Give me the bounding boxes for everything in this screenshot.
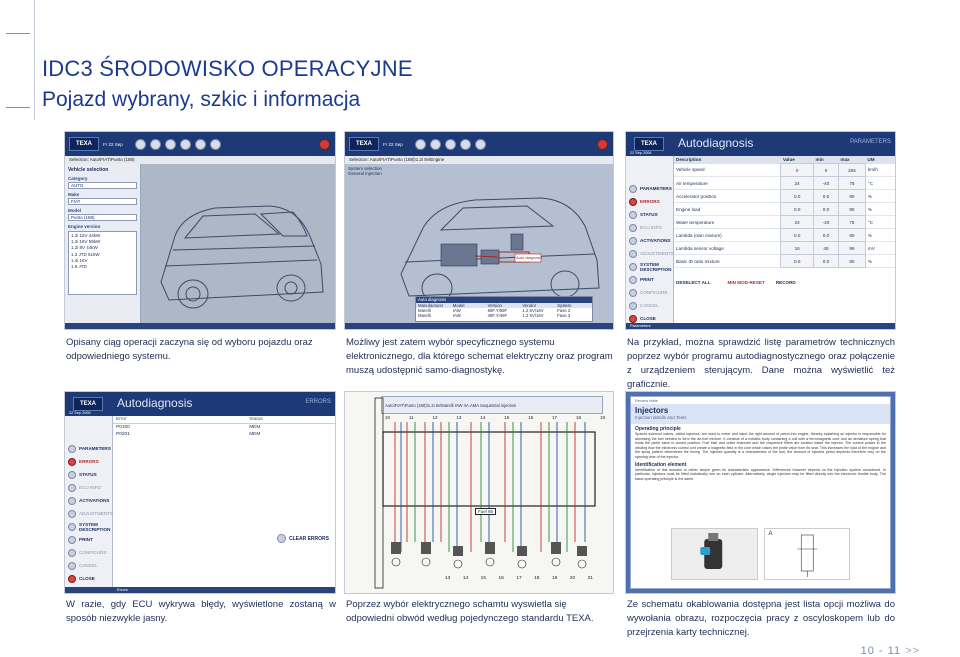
date-label: 22 Sep 2006 xyxy=(69,411,91,415)
nav-label: ERRORS xyxy=(79,459,99,464)
pin-number: 14 xyxy=(462,576,469,581)
errors-table xyxy=(113,416,335,438)
injector-diagram xyxy=(765,529,850,579)
configure-icon xyxy=(629,289,637,297)
status-line xyxy=(345,323,613,329)
cell: 24 xyxy=(781,216,814,229)
parameters-body xyxy=(674,156,895,323)
nav-close[interactable] xyxy=(65,572,112,585)
nav-label: CONFIGURE xyxy=(79,550,107,555)
wiring-schematic xyxy=(345,392,614,594)
pin-number: 16 xyxy=(498,576,504,581)
nav-label: CANCEL xyxy=(640,303,659,308)
connector-numbers-top xyxy=(385,415,605,420)
pin-number: 14 xyxy=(480,415,486,420)
list-label: Engine version xyxy=(68,224,101,229)
cell: 0.0 xyxy=(781,190,814,203)
table-row[interactable] xyxy=(674,255,895,268)
cell: % xyxy=(865,203,895,216)
section-text: Identification of this actuator is rather simple given its characteristic appearance. Differences however depend on the injection system considered. In particular, injectors must be fitted individually one on each cylinder. Alternatively, single injectors may be fitted directly into the electronic throttle body. The basic operating principle is the same. xyxy=(635,467,886,481)
nav-label: ECU INFO xyxy=(640,225,662,230)
cell: Vehicle speed xyxy=(674,164,781,177)
nav-label: PARAMETERS xyxy=(79,446,111,451)
column-header: Vendor xyxy=(522,303,537,308)
help-icon[interactable] xyxy=(195,139,206,150)
pin-number: 13 xyxy=(445,576,451,581)
active-tab-label: ERRORS xyxy=(305,399,331,405)
caption-2: Możliwy jest zatem wybór specyficznego systemu elektronicznego, dla którego schemat elektryczny oraz program muszą udostępnić samo-diagnostykę. xyxy=(346,337,613,376)
parameters-icon xyxy=(68,445,76,453)
nav-label: ECU INFO xyxy=(79,485,101,490)
active-tab-label: PARAMETERS xyxy=(850,139,891,145)
cell: -40 xyxy=(814,177,839,190)
cell: 45 xyxy=(814,242,839,255)
description-icon xyxy=(629,263,637,271)
nav-ecu-info[interactable] xyxy=(65,481,112,494)
caption-4: W razie, gdy ECU wykrywa błędy, wyświetlone zostaną w sposób niezwykle jasny. xyxy=(66,599,336,624)
autodiagnosis-nav xyxy=(65,416,113,587)
clear-errors-button[interactable] xyxy=(277,534,329,543)
cell: 0.0 xyxy=(814,255,839,268)
vehicle-selection-heading: Vehicle selection xyxy=(68,167,109,173)
nav-label: PARAMETERS xyxy=(640,186,672,191)
activations-icon xyxy=(629,237,637,245)
home-icon[interactable] xyxy=(150,139,161,150)
cell: % xyxy=(865,190,895,203)
table-row[interactable] xyxy=(674,229,895,242)
cell: mV xyxy=(865,242,895,255)
pin-number: 15 xyxy=(480,576,486,581)
autodiagnosis-title: Autodiagnosis xyxy=(117,396,193,410)
texa-logo: TEXA xyxy=(349,137,379,151)
column-header: Value xyxy=(781,156,814,164)
cell: 0.0 xyxy=(814,203,839,216)
nav-configure[interactable] xyxy=(65,546,112,559)
table-row[interactable] xyxy=(674,164,895,177)
list-item[interactable]: 1.2i 8V 44kW xyxy=(71,245,98,251)
cell: 1.2 8V/16V xyxy=(522,308,544,313)
nav-activations[interactable] xyxy=(626,234,673,247)
pin-number: 17 xyxy=(552,415,558,420)
nav-system-description[interactable] xyxy=(65,520,112,533)
back-icon[interactable] xyxy=(135,139,146,150)
table-row[interactable] xyxy=(674,190,895,203)
pin-number: 16 xyxy=(528,415,534,420)
ecu-info-icon xyxy=(68,484,76,492)
cell: 16 xyxy=(781,242,814,255)
engine-version-list[interactable] xyxy=(68,231,137,295)
diagram-label: A xyxy=(768,531,773,537)
cell: Basic ID ratio mixture xyxy=(674,255,781,268)
caption-1: Opisany ciąg operacji zaczyna się od wyboru pojazdu oraz odpowiedniego systemu. xyxy=(66,337,313,362)
cell: 0.0 xyxy=(781,255,814,268)
help-icon[interactable] xyxy=(475,139,486,150)
settings-icon[interactable] xyxy=(460,139,471,150)
nav-label: ADJUSTMENTS xyxy=(79,511,113,516)
texa-logo: TEXA xyxy=(73,397,103,411)
list-item[interactable]: 1.9 JTD xyxy=(71,264,87,270)
parameters-icon xyxy=(629,185,637,193)
nav-adjustments[interactable] xyxy=(626,247,673,260)
nav-parameters[interactable] xyxy=(626,182,673,195)
column-header: System xyxy=(557,303,572,308)
cell: Fase 3 xyxy=(557,313,571,318)
nav-label: ADJUSTMENTS xyxy=(640,251,674,256)
table-row[interactable] xyxy=(113,424,335,432)
nav-parameters[interactable] xyxy=(65,442,112,455)
date-label: Fr 22 Sep xyxy=(103,141,123,147)
nav-status[interactable] xyxy=(65,468,112,481)
close-icon xyxy=(629,315,637,323)
section-heading: Operating principle xyxy=(635,426,681,432)
status-line: Errors xyxy=(65,587,335,593)
nav-label: SYSTEM DESCRIPTION xyxy=(640,261,672,272)
table-row[interactable] xyxy=(674,177,895,190)
component-pictures xyxy=(671,528,850,580)
description-icon xyxy=(68,523,76,531)
activations-icon xyxy=(68,497,76,505)
system-selection-label: System selection xyxy=(348,166,383,171)
cell: IAW xyxy=(452,308,461,313)
table-row[interactable] xyxy=(674,242,895,255)
table-row[interactable] xyxy=(674,203,895,216)
nav-print[interactable] xyxy=(65,533,112,546)
connector-numbers-bottom xyxy=(445,576,593,581)
print-icon[interactable] xyxy=(210,139,221,150)
screenshot-errors xyxy=(64,391,336,594)
texa-logo: TEXA xyxy=(69,137,99,151)
column-header: max xyxy=(838,156,865,164)
error-code: P0201 xyxy=(116,432,130,437)
nav-label: PRINT xyxy=(640,277,654,282)
screenshot-system-selection xyxy=(344,131,614,330)
auto-diagnosis-table xyxy=(415,296,593,322)
caption-6: Ze schematu okablowania dostępna jest lista opcji możliwa do wywołania obrazu, rozpoczęcia pracy z oscyloskopem lub do przejrzenia karty technicznej. xyxy=(627,599,895,638)
make-field[interactable]: FIAT xyxy=(68,198,137,205)
selection-path: Selection: Auto\FIAT\Punto (188)\1.2i 8v\Engine xyxy=(345,156,613,164)
column-header: min xyxy=(814,156,839,164)
cell: -40 xyxy=(814,216,839,229)
autodiagnosis-header xyxy=(65,392,335,416)
toolbar xyxy=(65,132,335,156)
field-label: Make xyxy=(68,192,80,197)
nav-label: ERRORS xyxy=(640,199,660,204)
caption-3: Na przykład, można sprawdzić listę parametrów technicznych poprzez wybór programu autodiagnostycznego oraz połączenie z urządzeniem sterującym. Dane można wyświetlić też graficznie. xyxy=(627,337,895,390)
status-icon xyxy=(629,211,637,219)
toolbar xyxy=(345,132,613,156)
cell: 75 xyxy=(838,177,865,190)
injector-image xyxy=(672,529,757,579)
cell: km/h xyxy=(865,164,895,177)
nav-errors[interactable] xyxy=(65,455,112,468)
injector-drawing[interactable] xyxy=(764,528,851,580)
cell: Marelli xyxy=(418,313,431,318)
texa-logo: TEXA xyxy=(634,137,664,151)
column-header: Status xyxy=(246,416,335,424)
table-title: Auto diagnosis xyxy=(416,297,592,303)
pin-number: 11 xyxy=(408,415,414,420)
nav-label: ACTIVATIONS xyxy=(640,238,671,243)
cell: 90 xyxy=(838,203,865,216)
min-mod-reset-button[interactable]: MIN MOD-RESET xyxy=(727,280,765,285)
list-item[interactable]: 1.4i 16V xyxy=(71,257,88,263)
pin-number: 18 xyxy=(576,415,582,420)
error-code: P0100 xyxy=(116,425,130,430)
cell: Fase 2 xyxy=(557,308,571,313)
engine-tag[interactable]: Auto diagnosis xyxy=(516,255,543,260)
cell: IAW xyxy=(452,313,461,318)
cell: 90 xyxy=(838,229,865,242)
section-heading: Identification element xyxy=(635,461,687,468)
back-icon[interactable] xyxy=(415,139,426,150)
next-arrows[interactable]: >> xyxy=(905,645,920,657)
selection-path: Selection: Auto\FIAT\Punto (188) xyxy=(65,156,335,164)
nav-status[interactable] xyxy=(626,208,673,221)
date-label: 22 Sep 2006 xyxy=(630,151,652,155)
nav-cancel[interactable] xyxy=(65,559,112,572)
status-line: Parameters xyxy=(626,323,895,329)
table-row[interactable] xyxy=(113,431,335,438)
autodiagnosis-nav xyxy=(626,156,674,323)
autodiagnosis-header xyxy=(626,132,895,156)
cancel-icon xyxy=(629,302,637,310)
search-icon[interactable] xyxy=(445,139,456,150)
table-row[interactable] xyxy=(674,216,895,229)
cell: 24 xyxy=(781,177,814,190)
pin-number: 18 xyxy=(534,576,540,581)
nav-cancel[interactable] xyxy=(626,299,673,312)
cell: 255 xyxy=(838,164,865,177)
cell: 0.0 xyxy=(814,229,839,242)
nav-activations[interactable] xyxy=(65,494,112,507)
cell: Marelli xyxy=(418,308,431,313)
status-line xyxy=(65,323,335,329)
cell: 0.0 xyxy=(781,203,814,216)
nav-print[interactable] xyxy=(626,273,673,286)
section-text: Spaced solenoid valves, called injectors, are used to meter and inject the right amount of petrol into engine, thereby splashing an injector is responsible for atomising the fuel needed to form the air-fuel mixture. It consists of a metallic body containing a coil with a ferromagnetic core and an armature spring that holds the pintle valve in closed position. Fuel inlet and outlet channels and the respective filters are located inside the injector. The control pulses in the winding flow the electronic control unit create a magnetic field in the core which raises the pintle valve from its seat. This increases the load of the engine and the spray pattern determines the timing. The injected quantity is a characteristic of the fuel, the amount of injected petrol depends therefore only on the opening time of the injector. xyxy=(635,432,886,459)
pin-number: 13 xyxy=(456,415,462,420)
column-header: Manufacturer xyxy=(418,303,444,308)
nav-label: STATUS xyxy=(79,472,97,477)
cell: Accelerator position xyxy=(674,190,781,203)
nav-errors[interactable] xyxy=(626,195,673,208)
print-icon xyxy=(68,536,76,544)
page-number: 10 - 11 xyxy=(860,645,902,657)
cell: Lambda (own mixture) xyxy=(674,229,781,242)
margin-tick xyxy=(6,107,30,108)
side-rule xyxy=(34,0,35,120)
nav-label: SYSTEM DESCRIPTION xyxy=(79,521,111,532)
adjustments-icon xyxy=(629,250,637,258)
cell: % xyxy=(865,229,895,242)
eraser-icon xyxy=(277,534,286,543)
column-header: Error xyxy=(113,416,246,424)
page-subtitle: Pojazd wybrany, szkic i informacja xyxy=(42,88,361,111)
configure-icon xyxy=(68,549,76,557)
nav-label: CLOSE xyxy=(640,316,656,321)
date-label: Fr 22 Sep xyxy=(383,141,403,147)
window-title: Review table xyxy=(635,398,658,403)
print-icon xyxy=(629,276,637,284)
errors-icon xyxy=(629,198,637,206)
errors-icon xyxy=(68,458,76,466)
pin-number: 10 xyxy=(385,415,391,420)
cell: °C xyxy=(865,216,895,229)
cell: 0 xyxy=(781,164,814,177)
list-item[interactable]: 1.2i 16V 44kW xyxy=(71,233,101,238)
nav-system-description[interactable] xyxy=(626,260,673,273)
cell: 1.2 8V/16V xyxy=(522,313,544,318)
pin-number: 19 xyxy=(599,415,605,420)
cell: 0.0 xyxy=(814,190,839,203)
error-status: MEM xyxy=(249,425,261,430)
model-field[interactable]: Punto (188) xyxy=(68,214,137,221)
close-icon xyxy=(68,575,76,583)
cell: 75 xyxy=(838,216,865,229)
error-status: MEM xyxy=(249,432,261,437)
cell: 90 xyxy=(838,255,865,268)
ecu-info-icon xyxy=(629,224,637,232)
cell: % xyxy=(865,255,895,268)
screenshot-technical-card xyxy=(625,391,896,594)
injector-photo[interactable] xyxy=(671,528,758,580)
card-header xyxy=(631,404,890,424)
wiring-path: Auto\FIAT\Punto (188)\1.2i 8v\Marelli IAW 4A.AMA Sequential injection xyxy=(385,402,517,408)
nav-label: ACTIVATIONS xyxy=(79,498,110,503)
home-icon[interactable] xyxy=(430,139,441,150)
card-subtitle: Injection details and Tests xyxy=(635,415,687,420)
cell: 99 xyxy=(838,242,865,255)
cell: 90 xyxy=(838,190,865,203)
card-title: Injectors xyxy=(635,406,669,415)
nav-adjustments[interactable] xyxy=(65,507,112,520)
pin-number: 12 xyxy=(432,415,438,420)
exit-icon[interactable] xyxy=(319,139,330,150)
list-item[interactable]: 1.2i 16V 59kW xyxy=(71,239,101,245)
settings-icon[interactable] xyxy=(180,139,191,150)
parameters-table xyxy=(674,156,895,268)
cell: Engine load xyxy=(674,203,781,216)
caption-5: Poprzez wybór elektrycznego schamtu wyswietla się odpowiedni obwód według pojedynczego standardu TEXA. xyxy=(346,599,594,624)
cell: Air temperature xyxy=(674,177,781,190)
pin-number: 20 xyxy=(569,576,576,581)
cell: 59F.Y/59F xyxy=(487,308,508,313)
column-header: Description xyxy=(674,156,781,164)
errors-body xyxy=(113,416,335,587)
cell: Water temperature xyxy=(674,216,781,229)
work-area xyxy=(345,164,613,323)
category-field[interactable]: AUTO xyxy=(68,182,137,189)
vehicle-selection-panel xyxy=(65,164,141,323)
exit-icon[interactable] xyxy=(597,139,608,150)
table-row[interactable] xyxy=(416,313,592,318)
nav-label: STATUS xyxy=(640,212,658,217)
autodiagnosis-title: Autodiagnosis xyxy=(678,136,754,150)
nav-label: CONFIGURE xyxy=(640,290,668,295)
cell: 0 xyxy=(814,164,839,177)
column-header: Version xyxy=(487,303,502,308)
screenshot-parameters xyxy=(625,131,896,330)
adjustments-icon xyxy=(68,510,76,518)
status-icon xyxy=(68,471,76,479)
nav-ecu-info[interactable] xyxy=(626,221,673,234)
cell: 0.0 xyxy=(781,229,814,242)
pin-number: 17 xyxy=(516,576,522,581)
cell: 49F.Y/49F xyxy=(487,313,508,318)
system-item[interactable]: General injection xyxy=(348,171,382,176)
list-item[interactable]: 1.3 JTD 51kW xyxy=(71,251,100,257)
pin-number: 19 xyxy=(551,576,558,581)
cell: Lambda sensor voltage xyxy=(674,242,781,255)
nav-configure[interactable] xyxy=(626,286,673,299)
cell: °C xyxy=(865,177,895,190)
parameter-actions xyxy=(676,280,893,285)
nav-label: CLOSE xyxy=(79,576,95,581)
clear-errors-label: CLEAR ERRORS xyxy=(288,535,329,542)
screenshot-wiring-diagram xyxy=(344,391,614,594)
deselect-all-button[interactable]: DESELECT ALL xyxy=(676,280,711,285)
column-header: Model xyxy=(452,303,465,308)
pin-number: 15 xyxy=(504,415,510,420)
search-icon[interactable] xyxy=(165,139,176,150)
nav-label: CANCEL xyxy=(79,563,98,568)
fuse-label[interactable]: Fuel 86 xyxy=(475,508,496,515)
nav-label: PRINT xyxy=(79,537,93,542)
field-label: Model xyxy=(68,208,81,213)
cancel-icon xyxy=(68,562,76,570)
column-header: UM xyxy=(865,156,895,164)
page-title: IDC3 ŚRODOWISKO OPERACYJNE xyxy=(42,56,413,81)
screenshot-vehicle-selection xyxy=(64,131,336,330)
pin-number: 21 xyxy=(587,576,593,581)
review-table-window xyxy=(630,396,891,589)
record-button[interactable]: RECORD xyxy=(775,280,796,285)
field-label: Category xyxy=(68,176,88,181)
page-footer xyxy=(861,645,920,657)
margin-tick xyxy=(6,33,30,34)
